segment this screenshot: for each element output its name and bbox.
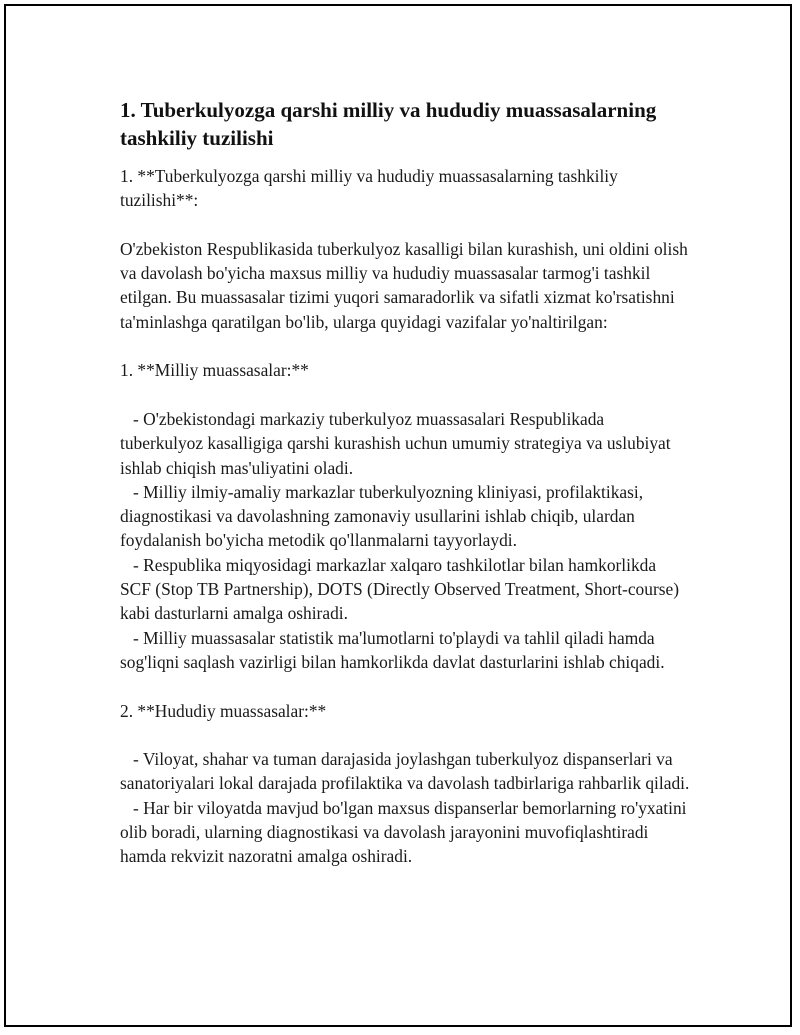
page-frame — [4, 4, 792, 1027]
document-content — [120, 96, 690, 869]
document-body: 1. **Tuberkulyozga qarshi milliy va hududiy muassasalarning tashkiliy tuzilishi**: O'zbekiston Respublikasida tuberkulyoz kasalligi bilan kurashish, uni oldini olish va davolash bo'yicha maxsus milliy va hududiy muassasalar tarmog'i tashkil etilgan. Bu muassasalar tizimi yuqori samaradorlik va sifatli xizmat ko'rsatishni ta'minlashga qaratilgan bo'lib, ularga quyidagi vazifalar yo'naltirilgan: 1. **Milliy muassasalar:** - O'zbekistondagi markaziy tuberkulyoz muassasalari Respublikada tuberkulyoz kasalligiga qarshi kurashish uchun umumiy strategiya va uslubiyat ishlab chiqish mas'uliyatini oladi. - Milliy ilmiy-amaliy markazlar tuberkulyozning kliniyasi, profilaktikasi, diagnostikasi va davolashning zamonaviy usullarini ishlab chiqib, ulardan foydalanish bo'yicha metodik qo'llanmalarni tayyorlaydi. - Respublika miqyosidagi markazlar xalqaro tashkilotlar bilan hamkorlikda SCF (Stop TB Partnership), DOTS (Directly Observed Treatment, Short-course) kabi dasturlarni amalga oshiradi. - Milliy muassasalar statistik ma'lumotlarni to'playdi va tahlil qiladi hamda sog'liqni saqlash vazirligi bilan hamkorlikda davlat dasturlarini ishlab chiqadi. 2. **Hududiy muassasalar:** - Viloyat, shahar va tuman darajasida joylashgan tuberkulyoz dispanserlari va sanatoriyalari lokal darajada profilaktika va davolash tadbirlariga rahbarlik qiladi. - Har bir viloyatda mavjud bo'lgan maxsus dispanserlar bemorlarning ro'yxatini olib boradi, ularning diagnostikasi va davolash jarayonini muvofiqlashtiradi hamda rekvizit nazoratni amalga oshiradi. — [120, 166, 690, 867]
document-title: 1. Tuberkulyozga qarshi milliy va hududiy muassasalarning tashkiliy tuzilishi — [120, 98, 657, 150]
